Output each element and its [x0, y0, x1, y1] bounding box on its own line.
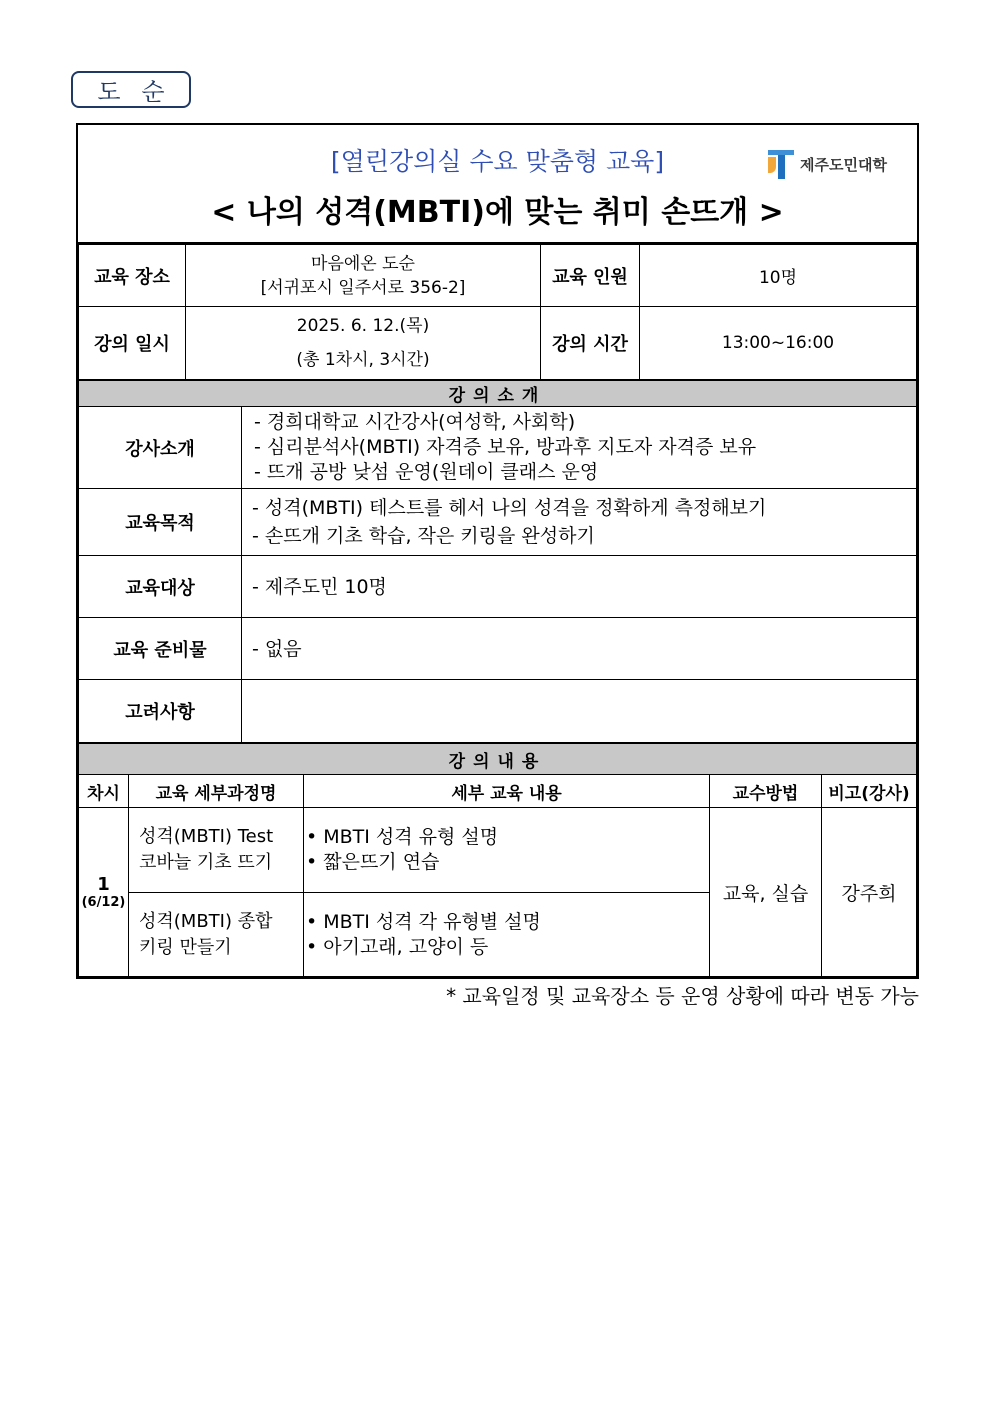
intro-table: [78, 380, 917, 743]
col-header-course: 교육 세부과정명: [129, 775, 304, 808]
prep-label: 교육 준비물: [79, 618, 242, 680]
instructor-item: - 심리분석사(MBTI) 자격증 보유, 방과후 지도자 자격증 보유: [254, 436, 757, 458]
target-label: 교육대상: [79, 556, 242, 618]
region-tag-right: 순: [141, 78, 165, 106]
footnote: * 교육일정 및 교육장소 등 운영 상황에 따라 변동 가능: [446, 984, 919, 1008]
session-date: (6/12): [81, 895, 126, 910]
logo-mark-icon: [768, 147, 796, 181]
purpose-label: 교육목적: [79, 489, 242, 556]
col-header-session: 차시: [79, 775, 129, 808]
place-label: 교육 장소: [79, 245, 186, 307]
detail-item: • 짧은뜨기 연습: [306, 851, 440, 873]
region-tag: [71, 71, 191, 108]
content-table: [78, 743, 917, 977]
detail-item: • MBTI 성격 유형 설명: [306, 826, 499, 848]
date-value: 2025. 6. 12.(목): [296, 316, 430, 336]
purpose-item: - 손뜨개 기초 학습, 작은 키링을 완성하기: [252, 525, 595, 547]
content-section-title: 강의내용: [79, 744, 917, 775]
method-value: 교육, 실습: [710, 808, 822, 977]
detail-item: • 아기고래, 고양이 등: [306, 935, 489, 958]
target-value: - 제주도민 10명: [242, 556, 917, 618]
logo-text: 제주도민대학: [800, 155, 887, 174]
consider-label: 고려사항: [79, 680, 242, 743]
people-label: 교육 인원: [541, 245, 640, 307]
intro-section-title: 강의소개: [79, 381, 917, 407]
detail-item: • MBTI 성격 각 유형별 설명: [306, 910, 541, 933]
course-name: 성격(MBTI) 종합: [139, 910, 273, 932]
consider-value: [242, 680, 917, 743]
instructor-label: 강사소개: [79, 407, 242, 489]
purpose-item: - 성격(MBTI) 테스트를 헤서 나의 성격을 정확하게 측정해보기: [252, 497, 767, 519]
col-header-note: 비고(강사): [822, 775, 917, 808]
time-value: 13:00~16:00: [640, 307, 917, 380]
col-header-method: 교수방법: [710, 775, 822, 808]
time-label: 강의 시간: [541, 307, 640, 380]
date-label: 강의 일시: [79, 307, 186, 380]
course-name: 코바늘 기초 뜨기: [139, 852, 273, 873]
document-header: [78, 125, 917, 244]
place-name: 마음에온 도순: [311, 253, 415, 274]
table-row: [79, 808, 917, 893]
info-table: [78, 244, 917, 380]
people-value: 10명: [640, 245, 917, 307]
instructor-item: - 뜨개 공방 낮섬 운영(원데이 클래스 운영: [254, 461, 599, 483]
instructor-name: 강주희: [822, 808, 917, 977]
program-document: [76, 123, 919, 979]
date-summary: (총 1차시, 3시간): [296, 350, 430, 370]
session-number: 1: [97, 874, 110, 895]
region-tag-left: 도: [97, 78, 121, 106]
university-logo: [768, 147, 887, 181]
prep-value: - 없음: [242, 618, 917, 680]
instructor-item: - 경희대학교 시간강사(여성학, 사회학): [254, 411, 576, 433]
program-title: < 나의 성격(MBTI)에 맞는 취미 손뜨개 >: [211, 195, 784, 230]
place-address: [서귀포시 일주서로 356-2]: [260, 277, 466, 298]
course-name: 성격(MBTI) Test: [139, 826, 274, 847]
course-name: 키링 만들기: [139, 936, 232, 958]
col-header-detail: 세부 교육 내용: [304, 775, 710, 808]
program-subtitle: [열린강의실 수요 맞춤형 교육]: [330, 147, 665, 176]
